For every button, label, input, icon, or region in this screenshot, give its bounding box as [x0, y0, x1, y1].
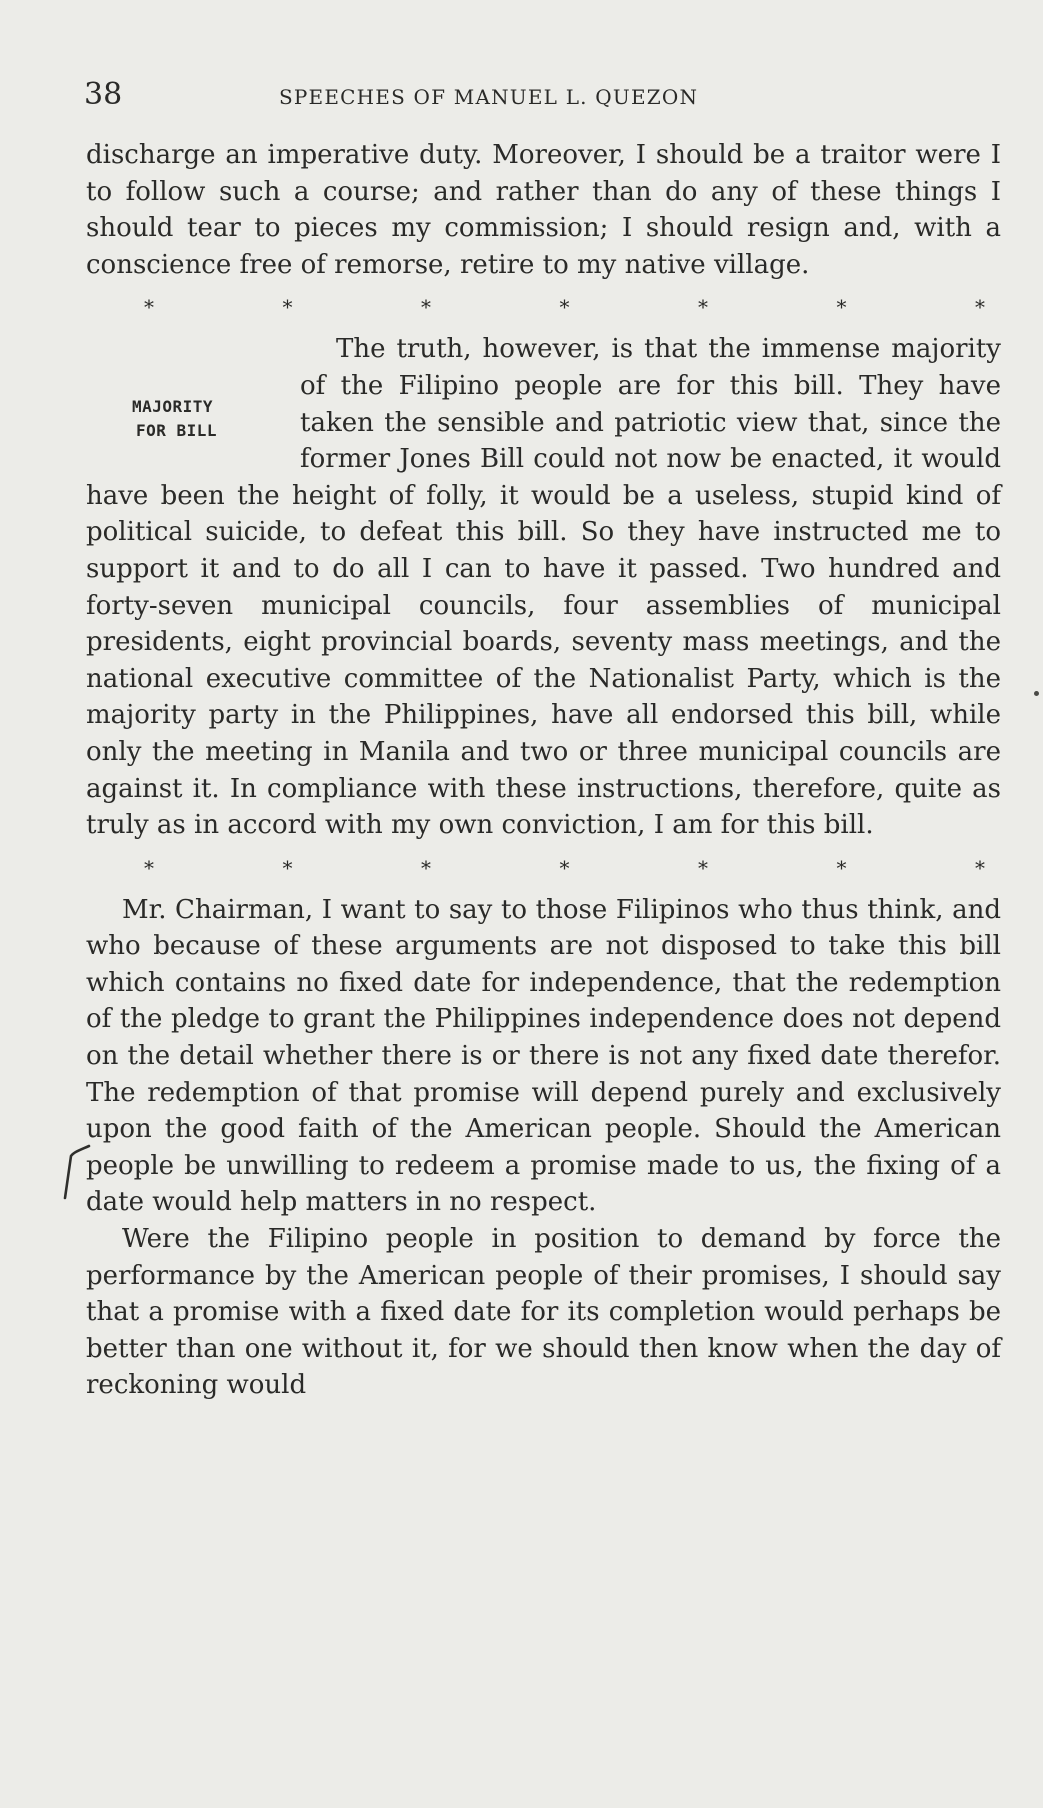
- separator-star: *: [698, 855, 708, 880]
- separator-star: *: [698, 295, 708, 320]
- section-separator: [86, 283, 1001, 331]
- sidenote-line: MAJORITY: [132, 397, 214, 417]
- sidenote-line: FOR BILL: [136, 421, 218, 441]
- separator-star: *: [282, 295, 293, 320]
- separator-star: *: [144, 855, 154, 880]
- separator-star: *: [975, 295, 985, 320]
- ink-speck: [1034, 691, 1039, 696]
- separator-star: *: [975, 855, 985, 880]
- separator-star: *: [282, 855, 293, 880]
- page-body: [86, 137, 1001, 1404]
- paragraph-chairman: Mr. Chairman, I want to say to those Filipinos who thus think, and who because of these arguments are not disposed to take this bill which contains no fixed date for independence, that the redemption of the pledge to grant the Philippines independence does not depend on the detail whether there is or there is not any fixed date therefor. The redemption of that promise will depend purely and exclusively upon the good faith of the American people. Should the American people be unwilling to redeem a promise made to us, the fixing of a date would help matters in no respect.: [86, 894, 1001, 1218]
- separator-star: *: [421, 295, 431, 320]
- separator-star: *: [144, 295, 154, 320]
- page-number: 38: [84, 77, 123, 112]
- separator-star: *: [836, 295, 847, 320]
- margin-sidenote: [86, 367, 300, 465]
- pencil-mark-icon: [62, 1140, 92, 1202]
- paragraph-continued: discharge an imperative duty. Moreover, I should be a traitor were I to follow such a course; and rather than do any of these things I should tear to pieces my commission; I should resign and, with a conscience free of remorse, retire to my native village.: [86, 140, 1001, 280]
- page-header: [84, 78, 999, 118]
- separator-star: *: [559, 295, 570, 320]
- running-head: SPEECHES OF MANUEL L. QUEZON: [279, 85, 699, 109]
- paragraph-force: Were the Filipino people in position to demand by force the performance by the American people of their promises, I should say that a promise with a fixed date for its completion would perhaps be better than one without it, for we should then know when the day of reckoning would: [86, 1224, 1001, 1401]
- section-separator: [86, 844, 1001, 892]
- separator-star: *: [559, 855, 570, 880]
- separator-star: *: [421, 855, 431, 880]
- paragraph-majority: The truth, however, is that the immense majority of the Filipino people are for this bill. They have taken the sensible and patriotic view that, since the former Jones Bill could not now be enacted, it would have been the height of folly, it would be a useless, stupid kind of political suicide, to defeat this bill. So they have instructed me to support it and to do all I can to have it passed. Two hundred and forty-seven municipal councils, four assemblies of municipal presidents, eight provincial boards, seventy mass meetings, and the national executive committee of the Nationalist Party, which is the majority party in the Philippines, have all endorsed this bill, while only the meeting in Manila and two or three municipal councils are against it. In compliance with these instructions, therefore, quite as truly as in accord with my own conviction, I am for this bill.: [86, 334, 1001, 841]
- separator-star: *: [836, 855, 847, 880]
